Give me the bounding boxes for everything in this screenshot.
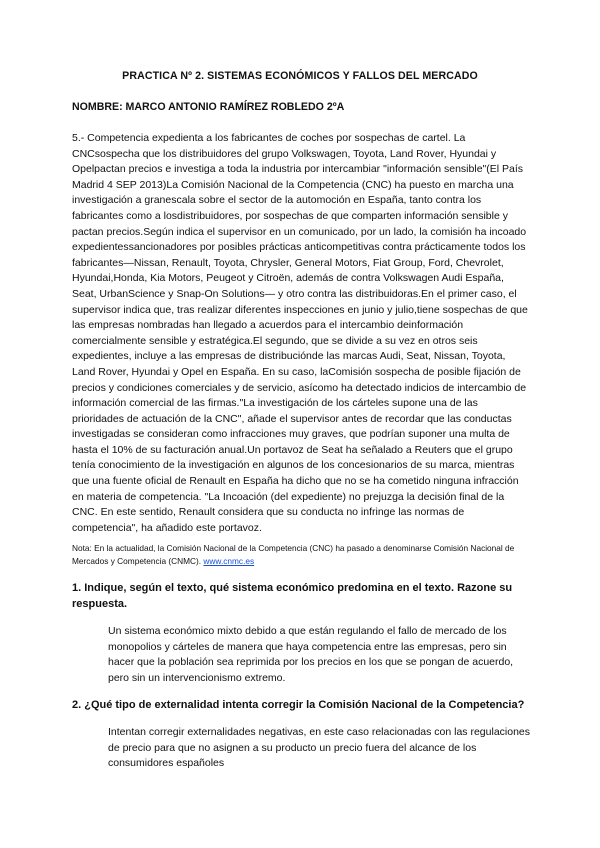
answer-1: Un sistema económico mixto debido a que están regulando el fallo de mercado de los monopolios y cárteles de manera que haya competencia entre las empresas, pero sin hacer que la población sea reprimida por los precios en los que se pongan de acuerdo, pero sin un intervencionismo extremo. [108,625,514,684]
note-paragraph [72,542,530,569]
note-text: Nota: En la actualidad, la Comisión Nacional de la Competencia (CNC) ha pasado a denominarse Comisión Nacional de Mercados y Competencia (CNMC). [72,543,515,567]
student-name-line: NOMBRE: MARCO ANTONIO RAMÍREZ ROBLEDO 2ºA [72,101,345,113]
question-1: 1. Indique, según el texto, qué sistema económico predomina en el texto. Razone su respuesta. [72,582,513,610]
answer-2: Intentan corregir externalidades negativas, en este caso relacionadas con las regulaciones de precio para que no asignen a su producto un precio fuera del alcance de los consumidores españoles [108,726,531,770]
question-2: 2. ¿Qué tipo de externalidad intenta corregir la Comisión Nacional de la Competencia? [72,699,525,711]
cnmc-link[interactable]: www.cnmc.es [203,556,255,567]
document-title: PRACTICA Nº 2. SISTEMAS ECONÓMICOS Y FALLOS DEL MERCADO [122,70,478,82]
news-article-text: 5.- Competencia expedienta a los fabricantes de coches por sospechas de cartel. La CNCsospecha que los distribuidores del grupo Volkswagen, Toyota, Land Rover, Hyundai y Opelpactan precios e investiga a toda la industria por intercambiar "información sensible"(El País Madrid 4 SEP 2013)La Comisión Nacional de la Competencia (CNC) ha puesto en marcha una investigación a granescala sobre el sector de la automoción en España, tanto contra los fabricantes como a losdistribuidores, por sospechas de que comparten información sensible y pactan precios.Según indica el supervisor en un comunicado, por un lado, la comisión ha incoado expedientessancionadores por posibles prácticas anticompetitivas contra prácticamente todos los fabricantes—Nissan, Renault, Toyota, Chrysler, General Motors, Fiat Group, Ford, Chevrolet, Hyundai,Honda, Kia Motors, Peugeot y Citroën, además de contra Volkswagen Audi España, Seat, UrbanScience y Snap-On Solutions— y otro contra las distribuidoras.En el primer caso, el supervisor indica que, tras realizar diferentes inspecciones en junio y julio,tiene sospechas de que las empresas nombradas han llegado a acuerdos para el intercambio deinformación comercialmente sensible y estratégica.El segundo, que se divide a su vez en otros seis expedientes, incluye a las empresas de distribuciónde las marcas Audi, Seat, Nissan, Toyota, Land Rover, Hyundai y Opel en España. En su caso, laComisión sospecha de posible fijación de precios y condiciones comerciales y de servicio, asícomo ha detectado indicios de intercambio de información comercial de las firmas."La investigación de los cárteles supone una de las prioridades de actuación de la CNC", añade el supervisor antes de recordar que las conductas investigadas se consideran como infracciones muy graves, que podrían suponer una multa de hasta el 10% de su facturación anual.Un portavoz de Seat ha señalado a Reuters que el grupo tenía conocimiento de la investigación en algunos de los concesionarios de su marca, mientras que una fuente oficial de Renault en España ha dicho que no se ha cometido ninguna infracción en materia de competencia. "La Incoación (del expediente) no prejuzga la decisión final de la CNC. En este sentido, Renault considera que su conducta no infringe las normas de competencia", ha añadido este portavoz. [72,132,528,534]
